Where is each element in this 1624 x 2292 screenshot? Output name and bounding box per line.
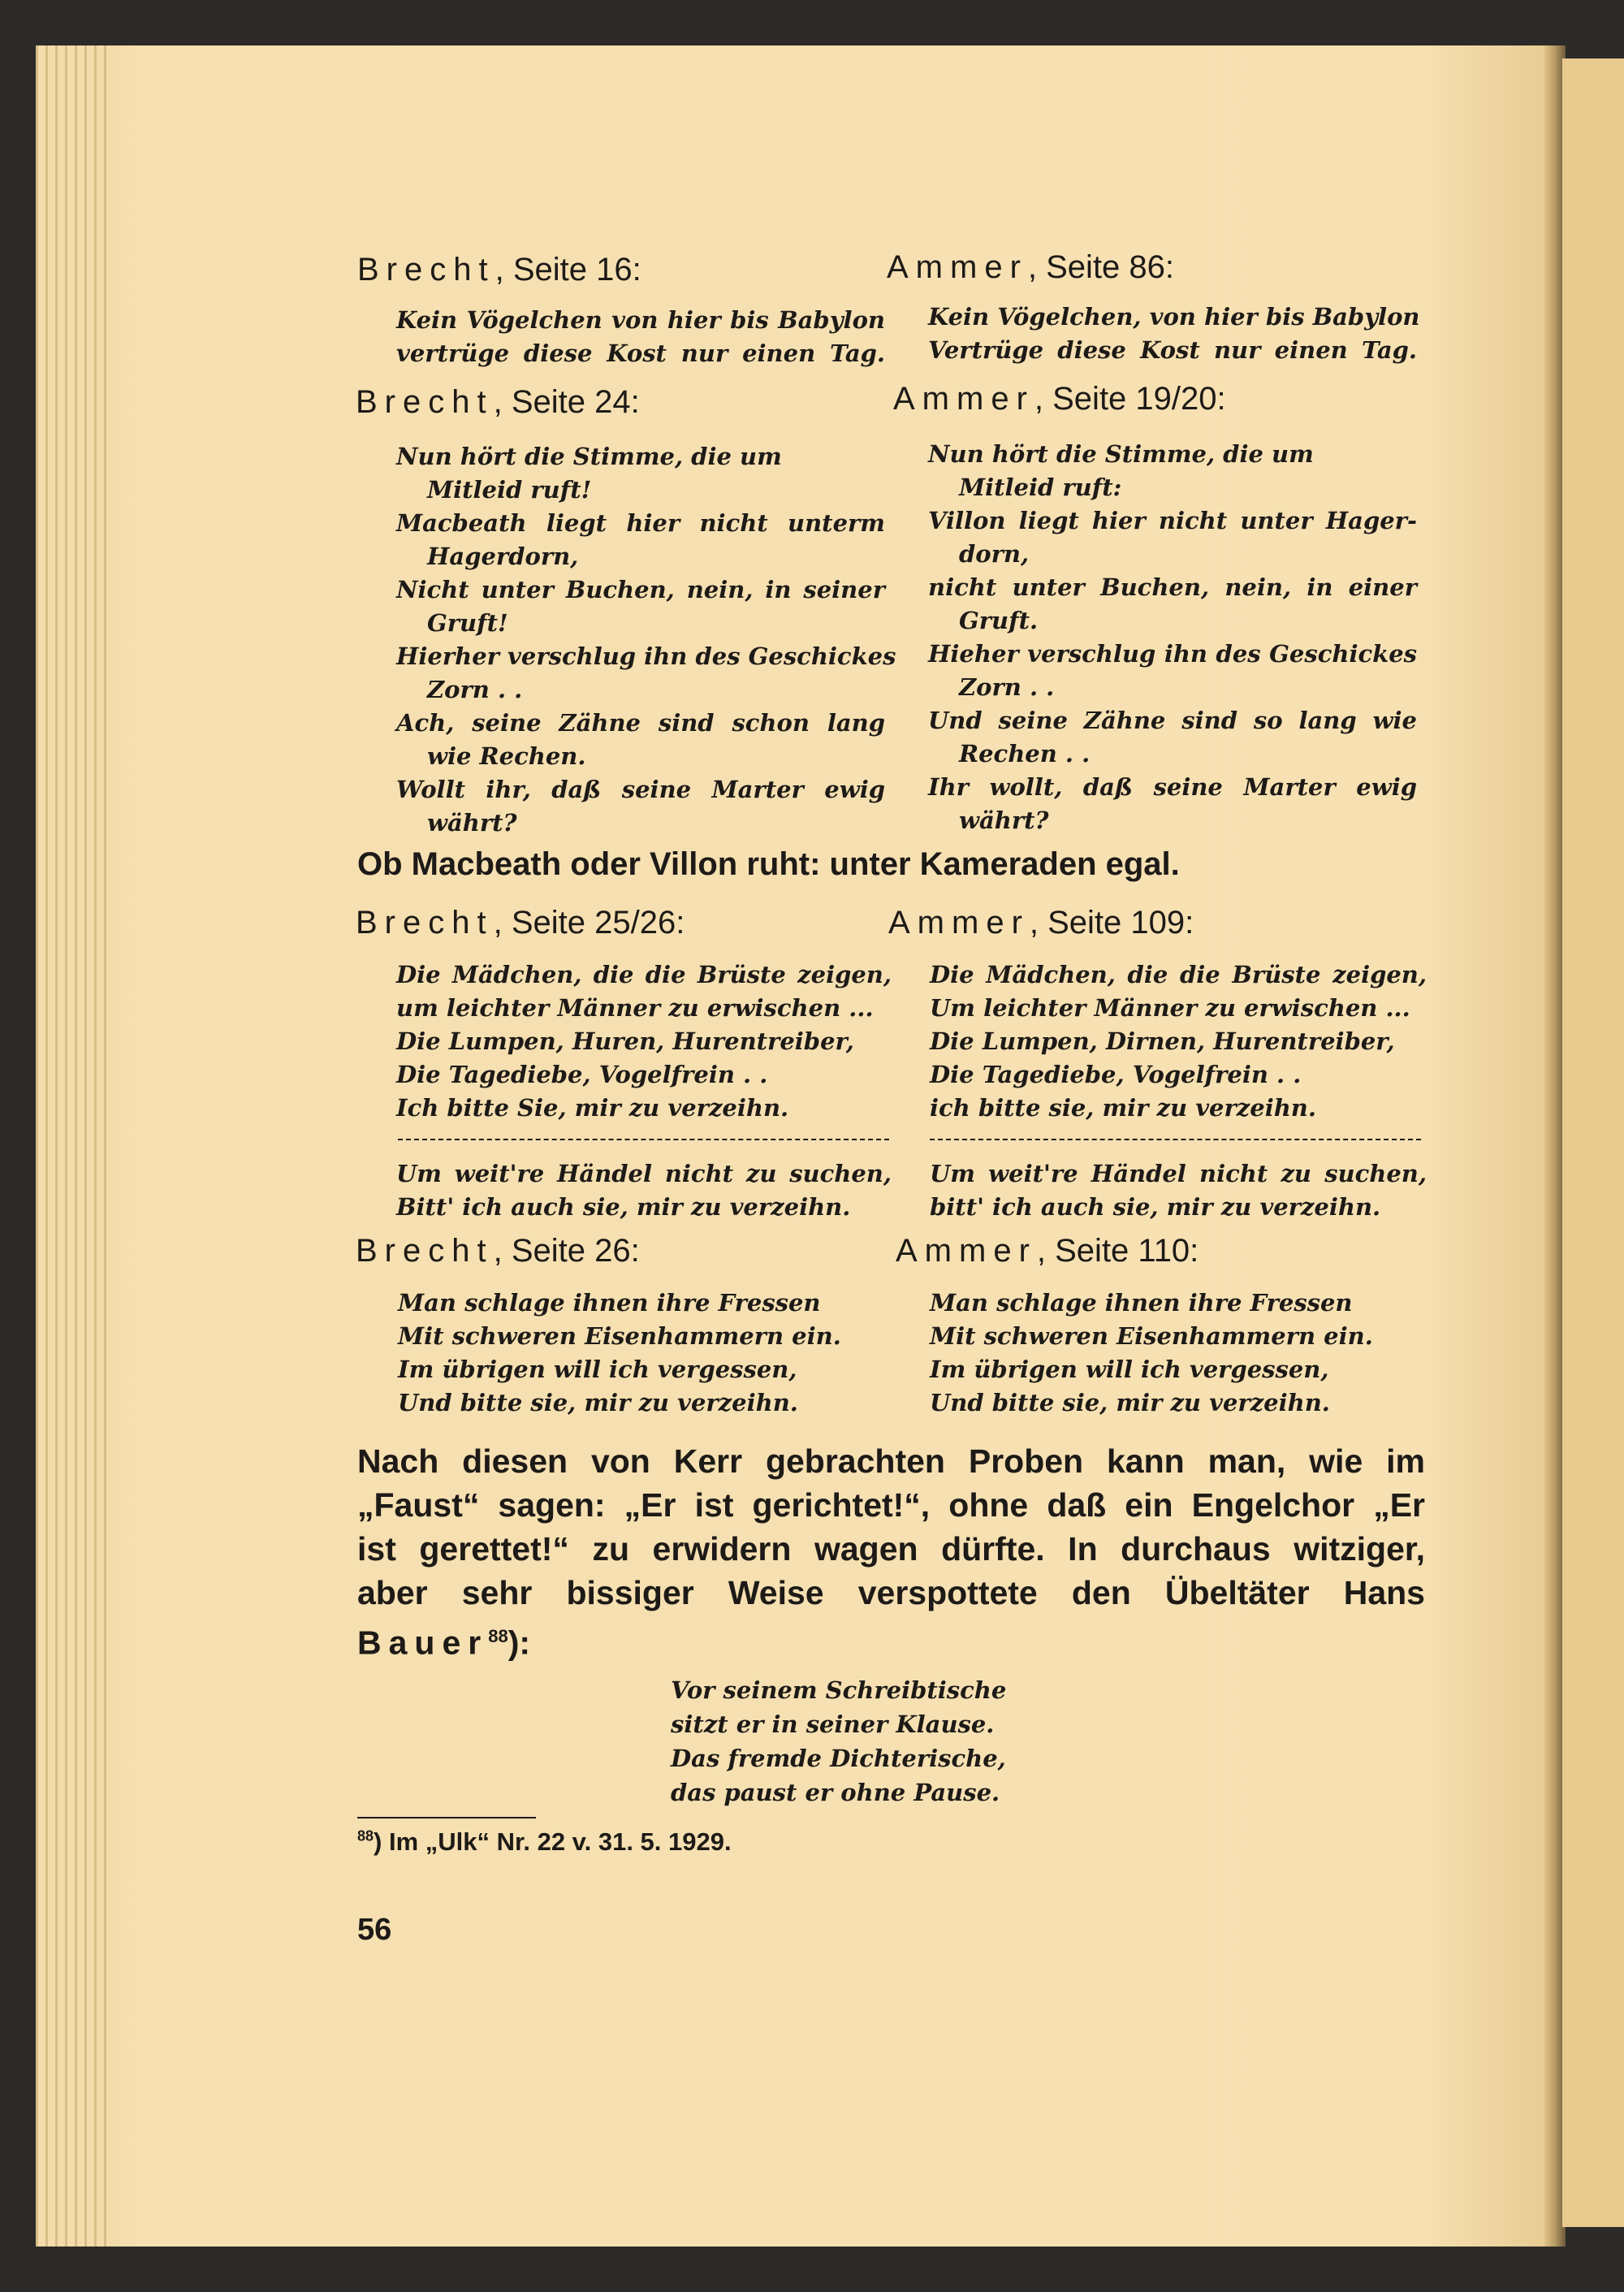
paragraph-line: „Faust“ sagen: „Er ist gerichtet!“, ohne daß ein Engelchor „Er	[357, 1486, 1425, 1524]
block1-left-verse: Kein Vögelchen von hier bis Babylon vertrüge diese Kost nur einen Tag.	[396, 306, 885, 367]
paragraph-last-line: Bauer$^{88}$):	[357, 1624, 531, 1662]
next-page-edge	[1562, 58, 1624, 2227]
middle-sentence: Ob Macbeath oder Villon ruht: unter Kameraden egal.	[357, 846, 1180, 882]
page-edges	[36, 45, 114, 2247]
block3-left-verse-end: Um weit're Händel nicht zu suchen, Bitt' ich auch sie, mir zu verzeihn.	[396, 1160, 892, 1221]
page-number: 56	[357, 1913, 392, 1947]
paragraph-line: Nach diesen von Kerr gebrachten Proben kann man, wie im	[357, 1442, 1425, 1480]
omission-dashes-left	[398, 1139, 889, 1140]
paragraph-line: aber sehr bissiger Weise verspottete den Übeltäter Hans	[357, 1574, 1425, 1611]
block1-right-header: Ammer, Seite 86:	[887, 249, 1175, 285]
block2-left-header: Brecht, Seite 24:	[356, 384, 640, 420]
block3-right-verse-end: Um weit're Händel nicht zu suchen, bitt' ich auch sie, mir zu verzeihn.	[930, 1160, 1427, 1221]
block2-right-header: Ammer, Seite 19/20:	[893, 381, 1226, 417]
book-page	[36, 45, 1562, 2247]
block4-left-header: Brecht, Seite 26:	[356, 1233, 640, 1269]
footnote-reference: 88	[488, 1626, 508, 1646]
block1-left-header: Brecht, Seite 16:	[357, 252, 641, 288]
block4-right-header: Ammer, Seite 110:	[896, 1233, 1199, 1269]
epigram: Vor seinem Schreibtische sitzt er in seiner Klause. Das fremde Dichterische, das paust er ohne Pause.	[671, 1676, 1007, 1806]
block1-right-verse: Kein Vögelchen, von hier bis Babylon Vertrüge diese Kost nur einen Tag.	[928, 303, 1420, 364]
block2-right-verse: Nun hört die Stimme, die um Mitleid ruft: Villon liegt hier nicht unter Hager- dorn, nicht unter Buchen, nein, in einer Gruft. Hieher verschlug ihn des Geschickes Zorn . . Und seine Zähne sind so lang wie Rechen . . Ihr wollt, daß seine Marter ewig währt?	[928, 440, 1417, 834]
block3-right-header: Ammer, Seite 109:	[888, 905, 1194, 941]
block2-left-verse: Nun hört die Stimme, die um Mitleid ruft! Macbeath liegt hier nicht unterm Hagerdorn, Nicht unter Buchen, nein, in seiner Gruft! Hierher verschlug ihn des Geschickes Zorn . . Ach, seine Zähne sind schon lang wie Rechen. Wollt ihr, daß seine Marter ewig währt?	[396, 443, 896, 837]
footnote-rule	[357, 1817, 536, 1818]
block4-left-verse: Man schlage ihnen ihre Fressen Mit schweren Eisenhammern ein. Im übrigen will ich vergessen, Und bitte sie, mir zu verzeihn.	[398, 1289, 841, 1416]
block3-left-header: Brecht, Seite 25/26:	[356, 905, 685, 941]
footnote: $^{88}$) Im „Ulk“ Nr. 22 v. 31. 5. 1929.	[357, 1827, 732, 1856]
omission-dashes-right	[930, 1139, 1421, 1140]
body-paragraph	[357, 1439, 1425, 1665]
block4-right-verse: Man schlage ihnen ihre Fressen Mit schweren Eisenhammern ein. Im übrigen will ich vergessen, Und bitte sie, mir zu verzeihn.	[930, 1289, 1373, 1416]
block3-right-verse: Die Mädchen, die die Brüste zeigen, Um leichter Männer zu erwischen ... Die Lumpen, Dirnen, Hurentreiber, Die Tagediebe, Vogelfrein . . ich bitte sie, mir zu verzeihn.	[930, 961, 1427, 1122]
block3-left-verse: Die Mädchen, die die Brüste zeigen, um leichter Männer zu erwischen ... Die Lumpen, Huren, Hurentreiber, Die Tagediebe, Vogelfrein . . Ich bitte Sie, mir zu verzeihn.	[396, 961, 892, 1122]
paragraph-line: ist gerettet!“ zu erwidern wagen dürfte. In durchaus witziger,	[357, 1530, 1425, 1568]
